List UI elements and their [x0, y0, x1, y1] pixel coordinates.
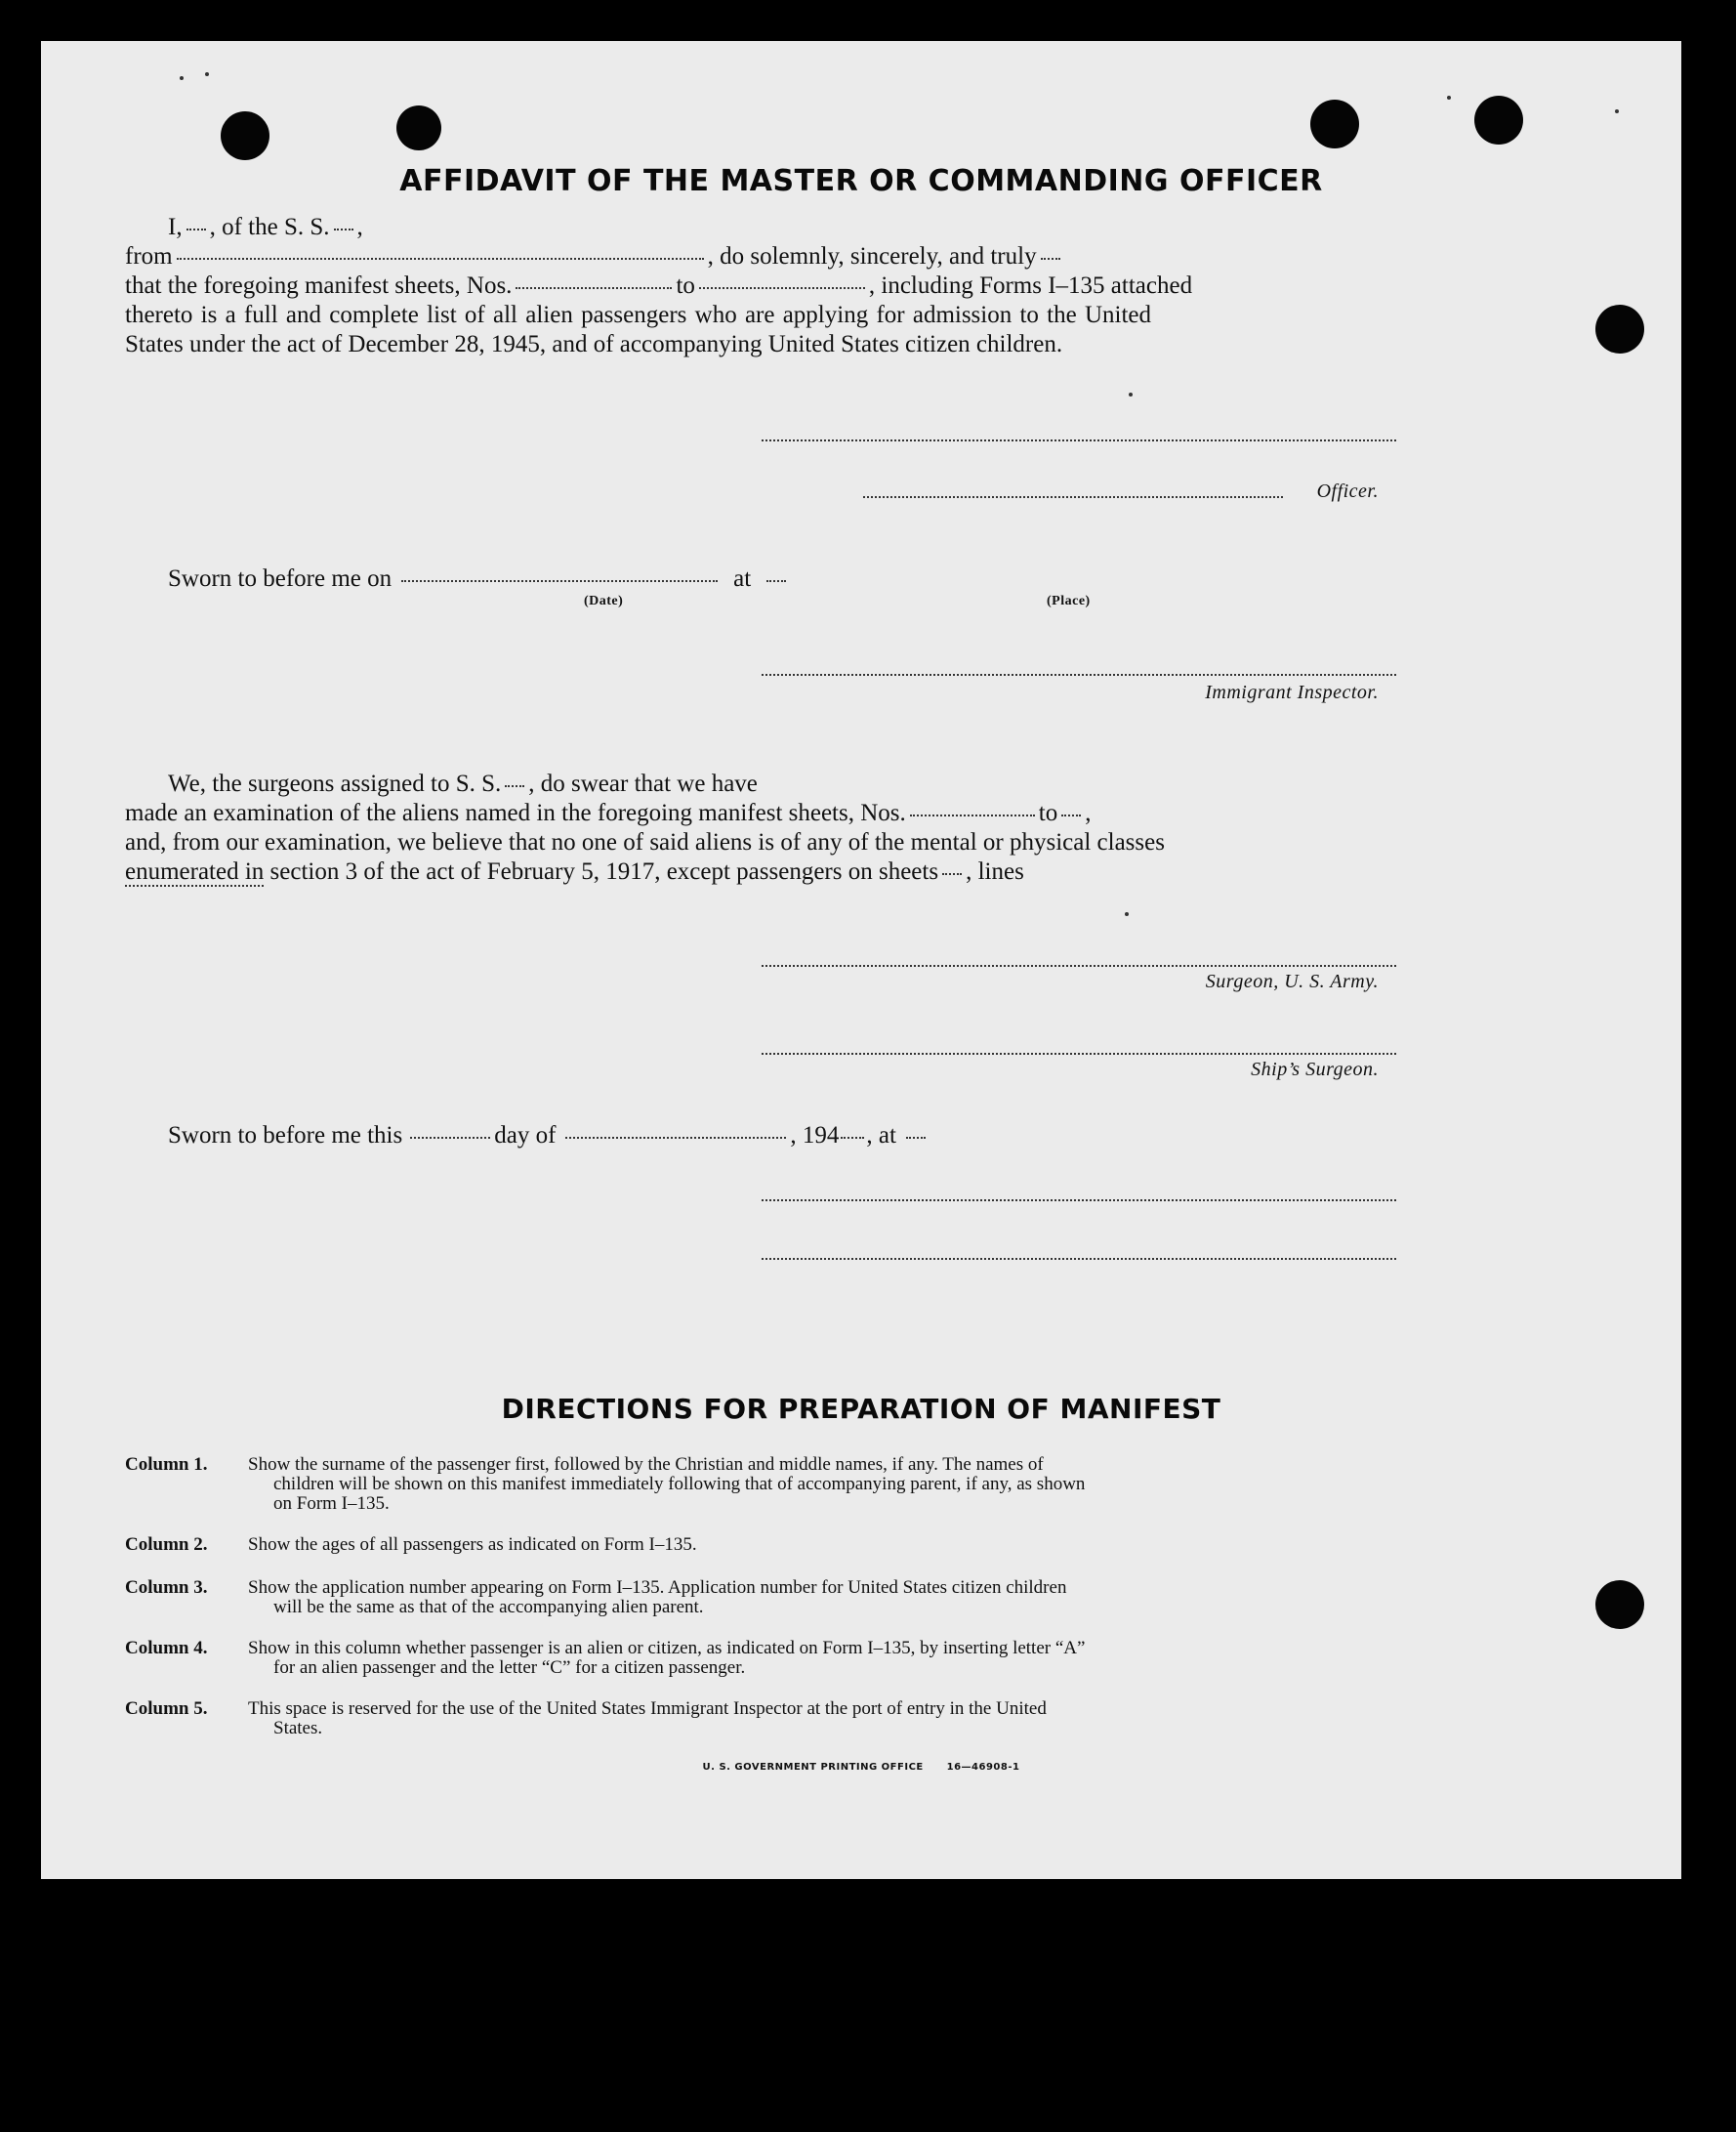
speck — [1615, 109, 1619, 113]
punch-hole — [221, 111, 269, 160]
surgeons-text: , lines — [966, 858, 1024, 885]
sworn-year-field[interactable] — [841, 1135, 864, 1139]
direction-label: Column 4. — [125, 1638, 208, 1658]
master-signature-line[interactable] — [762, 439, 1396, 441]
officer-signature-line[interactable] — [863, 496, 1283, 498]
surgeons-text: to — [1038, 800, 1058, 826]
direction-first-line: Show the application number appearing on Form I–135. Application number for United States citizen children — [248, 1577, 1067, 1598]
direction-label: Column 2. — [125, 1534, 208, 1555]
sworn-title-line[interactable] — [762, 1258, 1396, 1260]
sworn-text: Sworn to before me on — [168, 565, 393, 592]
sworn-place-field[interactable] — [766, 578, 786, 582]
directions-list — [125, 1455, 1438, 1738]
affidavit-text: , of the S. S. — [209, 214, 330, 240]
direction-first-line: Show the surname of the passenger first, followed by the Christian and middle names, if any. The names of — [248, 1454, 1044, 1475]
sworn-text: Sworn to before me this — [168, 1122, 403, 1149]
surgeons-affidavit — [125, 770, 1438, 916]
sheet-from-field[interactable] — [516, 285, 672, 289]
speck — [1129, 393, 1133, 397]
direction-first-line: Show the ages of all passengers as indicated on Form I–135. — [248, 1534, 697, 1555]
direction-text — [248, 1639, 1438, 1678]
sworn-month-field[interactable] — [565, 1135, 786, 1139]
direction-item — [125, 1455, 1438, 1514]
inspector-label: Immigrant Inspector. — [1205, 682, 1379, 703]
speck — [205, 72, 209, 76]
surgeons-text: , do swear that we have — [528, 771, 758, 797]
sworn-text: at — [733, 565, 752, 592]
direction-continued-line: on Form I–135. — [273, 1493, 390, 1514]
direction-text — [248, 1535, 1438, 1555]
direction-text — [248, 1699, 1438, 1738]
punch-hole — [1595, 305, 1644, 354]
surgeons-text: We, the surgeons assigned to S. S. — [168, 771, 502, 797]
sworn-on-line — [125, 564, 1438, 594]
punch-hole — [1595, 1580, 1644, 1629]
direction-item — [125, 1535, 1438, 1555]
direction-label: Column 5. — [125, 1698, 208, 1719]
affidavit-text: , do solemnly, sincerely, and truly — [707, 243, 1037, 270]
sworn-date-field[interactable] — [401, 578, 718, 582]
date-caption: (Date) — [584, 594, 624, 608]
printer-imprint: U. S. GOVERNMENT PRINTING OFFICE 16—46908-1 — [702, 1762, 1020, 1773]
punch-hole — [1474, 96, 1523, 145]
affidavit-text: from — [125, 243, 173, 270]
direction-first-line: This space is reserved for the use of the United States Immigrant Inspector at the port of entry in the United — [248, 1698, 1047, 1719]
ship-surgeon-signature-line[interactable] — [762, 1053, 1396, 1055]
place-caption: (Place) — [1047, 594, 1091, 608]
surgeons-text: made an examination of the aliens named in the foregoing manifest sheets, Nos. — [125, 800, 906, 826]
sheet-to-field[interactable] — [699, 285, 865, 289]
master-name-field[interactable] — [186, 227, 206, 230]
direction-text — [248, 1455, 1438, 1514]
sworn-text: , at — [866, 1122, 896, 1149]
surgeons-sheet-to-field[interactable] — [1061, 813, 1081, 816]
inspector-signature-line[interactable] — [762, 674, 1396, 676]
sworn-day-field[interactable] — [410, 1135, 490, 1139]
sworn-text: day of — [494, 1122, 557, 1149]
surgeons-text: and, from our examination, we believe that no one of said aliens is of any of the mental or physical classes — [125, 829, 1165, 856]
affidavit-text: I, — [168, 214, 183, 240]
ship-surgeon-label: Ship’s Surgeon. — [1251, 1059, 1379, 1080]
form-page — [41, 41, 1681, 1879]
surgeons-text: enumerated in section 3 of the act of February 5, 1917, except passengers on sheets — [125, 858, 939, 885]
army-surgeon-signature-line[interactable] — [762, 965, 1396, 967]
direction-first-line: Show in this column whether passenger is an alien or citizen, as indicated on Form I–135, by inserting letter “A” — [248, 1638, 1086, 1658]
speck — [1447, 96, 1451, 100]
speck — [180, 76, 184, 80]
port-from-field[interactable] — [177, 256, 704, 260]
affidavit-text: , — [356, 214, 363, 240]
punch-hole — [396, 105, 441, 150]
army-surgeon-label: Surgeon, U. S. Army. — [1205, 971, 1379, 992]
direction-item — [125, 1639, 1438, 1678]
affidavit-text: , including Forms I–135 attached — [868, 272, 1193, 299]
except-lines-field[interactable] — [125, 883, 264, 887]
direction-text — [248, 1578, 1438, 1617]
sworn-text: , 194 — [790, 1122, 840, 1149]
except-sheets-field[interactable] — [942, 871, 962, 875]
direction-item — [125, 1699, 1438, 1738]
surgeons-text: , — [1085, 800, 1092, 826]
direction-label: Column 3. — [125, 1577, 208, 1598]
direction-label: Column 1. — [125, 1454, 208, 1475]
direction-continued-line: for an alien passenger and the letter “C” for a citizen passenger. — [273, 1657, 746, 1678]
direction-continued-line: States. — [273, 1718, 323, 1738]
directions-title: DIRECTIONS FOR PREPARATION OF MANIFEST — [501, 1393, 1221, 1425]
surgeons-sheet-from-field[interactable] — [910, 813, 1035, 816]
oath-field[interactable] — [1041, 256, 1060, 260]
surgeons-ship-field[interactable] — [505, 783, 524, 787]
direction-continued-line: will be the same as that of the accompanying alien parent. — [273, 1597, 704, 1617]
direction-item — [125, 1578, 1438, 1617]
direction-continued-line: children will be shown on this manifest immediately following that of accompanying parent, if any, as shown — [273, 1474, 1086, 1494]
form-title: AFFIDAVIT OF THE MASTER OR COMMANDING OFFICER — [399, 164, 1323, 198]
officer-label: Officer. — [1316, 481, 1379, 502]
ship-name-field[interactable] — [334, 227, 353, 230]
sworn-this-day-line — [125, 1121, 1438, 1150]
sworn2-place-field[interactable] — [906, 1135, 926, 1139]
affidavit-text: thereto is a full and complete list of all alien passengers who are applying for admission to the United — [125, 302, 1152, 328]
punch-hole — [1310, 100, 1359, 148]
affidavit-text: States under the act of December 28, 1945, and of accompanying United States citizen children. — [125, 331, 1063, 357]
affidavit-text: to — [676, 272, 695, 299]
affidavit-text: that the foregoing manifest sheets, Nos. — [125, 272, 513, 299]
master-affidavit — [125, 213, 1438, 359]
sworn-signature-line[interactable] — [762, 1199, 1396, 1201]
